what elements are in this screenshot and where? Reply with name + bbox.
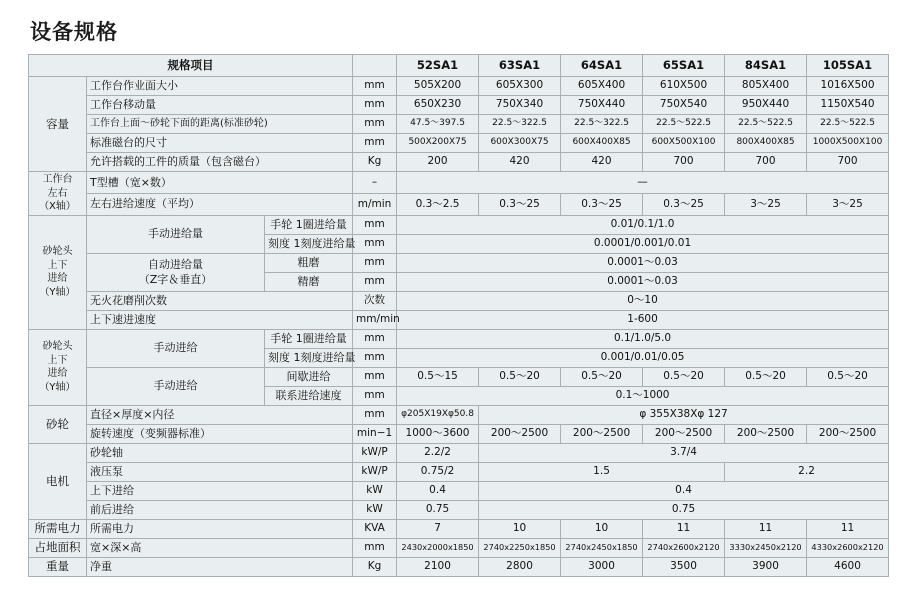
cell-value: 0.3～2.5 xyxy=(397,193,479,215)
group-line-1: 工作台 xyxy=(42,174,73,185)
cell-value: 22.5～522.5 xyxy=(725,115,807,134)
cell-value: 22.5～322.5 xyxy=(561,115,643,134)
cell-value: 3000 xyxy=(561,557,643,576)
table-header-row xyxy=(29,55,889,77)
cell-value: 0.5～20 xyxy=(643,367,725,386)
row-unit: kW/P xyxy=(353,443,397,462)
group-required-power: 所需电力 xyxy=(29,519,87,538)
row-label: 标准磁台的尺寸 xyxy=(87,134,353,153)
table-row xyxy=(29,215,889,234)
row-sublabel: 刻度 1刻度进给量 xyxy=(265,348,353,367)
cell-value-merged: 0.1/1.0/5.0 xyxy=(397,329,889,348)
row-unit: mm xyxy=(353,77,397,96)
cell-value: 950X440 xyxy=(725,96,807,115)
row-label: 直径×厚度×内径 xyxy=(87,405,353,424)
cell-value: 700 xyxy=(725,153,807,172)
cell-value: 500X200X75 xyxy=(397,134,479,153)
group-line-3: 进给 xyxy=(47,273,68,284)
row-unit: mm xyxy=(353,329,397,348)
row-unit: 次数 xyxy=(353,291,397,310)
row-sublabel: 间歇进给 xyxy=(265,367,353,386)
group-line-2: 上下 xyxy=(47,354,68,366)
row-unit: kW xyxy=(353,500,397,519)
group-line-4: （Y轴） xyxy=(39,381,76,393)
group-table-x-axis xyxy=(29,172,87,216)
header-model-64SA1: 64SA1 xyxy=(561,55,643,77)
row-label: 工作台作业面大小 xyxy=(87,77,353,96)
cell-value: 11 xyxy=(807,519,889,538)
cell-value: 11 xyxy=(725,519,807,538)
cell-value: 605X400 xyxy=(561,77,643,96)
header-model-65SA1: 65SA1 xyxy=(643,55,725,77)
row-label: 无火花磨削次数 xyxy=(87,291,353,310)
row-label: 上下速进速度 xyxy=(87,310,353,329)
cell-value: 420 xyxy=(479,153,561,172)
cell-value: 0.3～25 xyxy=(479,193,561,215)
row-label: 液压泵 xyxy=(87,462,353,481)
cell-value: 3330x2450x2120 xyxy=(725,538,807,557)
group-wheelhead-y-axis-2 xyxy=(29,329,87,405)
cell-value: 2740x2250x1850 xyxy=(479,538,561,557)
row-label: 净重 xyxy=(87,557,353,576)
table-row xyxy=(29,253,889,272)
cell-value: 1000～3600 xyxy=(397,424,479,443)
row-label-line-2: （Z字＆垂直） xyxy=(138,273,213,286)
cell-value: 10 xyxy=(561,519,643,538)
table-row xyxy=(29,519,889,538)
cell-value: 2.2/2 xyxy=(397,443,479,462)
cell-value-merged: 0.01/0.1/1.0 xyxy=(397,215,889,234)
header-model-52SA1: 52SA1 xyxy=(397,55,479,77)
cell-value: 1150X540 xyxy=(807,96,889,115)
row-unit: mm xyxy=(353,272,397,291)
row-sublabel: 手轮 1圈进给量 xyxy=(265,215,353,234)
cell-value: 2740x2600x2120 xyxy=(643,538,725,557)
cell-value: 750X440 xyxy=(561,96,643,115)
cell-value-merged: 0.1～1000 xyxy=(397,386,889,405)
cell-value: 610X500 xyxy=(643,77,725,96)
cell-value: 4600 xyxy=(807,557,889,576)
group-capacity: 容量 xyxy=(29,77,87,172)
table-row xyxy=(29,329,889,348)
group-grinding-wheel: 砂轮 xyxy=(29,405,87,443)
row-unit: kW xyxy=(353,481,397,500)
cell-value: 3500 xyxy=(643,557,725,576)
row-unit: mm xyxy=(353,234,397,253)
table-row xyxy=(29,153,889,172)
row-label: 宽×深×高 xyxy=(87,538,353,557)
row-label: T型槽（宽×数） xyxy=(87,172,353,194)
cell-value: 200～2500 xyxy=(479,424,561,443)
table-row xyxy=(29,538,889,557)
row-unit: kW/P xyxy=(353,462,397,481)
cell-value: 800X400X85 xyxy=(725,134,807,153)
row-sublabel: 手轮 1圈进给量 xyxy=(265,329,353,348)
cell-value-merged: φ 355X38Xφ 127 xyxy=(479,405,889,424)
cell-value: 600X500X100 xyxy=(643,134,725,153)
row-unit: m/min xyxy=(353,193,397,215)
row-unit: mm xyxy=(353,253,397,272)
group-motor: 电机 xyxy=(29,443,87,519)
row-unit: mm xyxy=(353,115,397,134)
table-row xyxy=(29,96,889,115)
group-wheelhead-y-axis-1 xyxy=(29,215,87,329)
row-unit: KVA xyxy=(353,519,397,538)
cell-value: 1000X500X100 xyxy=(807,134,889,153)
cell-value: 200～2500 xyxy=(725,424,807,443)
cell-value: φ205X19Xφ50.8 xyxy=(397,405,479,424)
row-sublabel: 联系进给速度 xyxy=(265,386,353,405)
cell-value-merged: 0～10 xyxy=(397,291,889,310)
table-row xyxy=(29,172,889,194)
header-model-84SA1: 84SA1 xyxy=(725,55,807,77)
table-row xyxy=(29,77,889,96)
cell-value: 2430x2000x1850 xyxy=(397,538,479,557)
cell-value: 750X540 xyxy=(643,96,725,115)
cell-value: 22.5～522.5 xyxy=(643,115,725,134)
cell-value: 0.5～20 xyxy=(725,367,807,386)
row-label xyxy=(87,253,265,291)
table-row xyxy=(29,462,889,481)
group-line-1: 砂轮头 xyxy=(42,341,73,352)
header-model-63SA1: 63SA1 xyxy=(479,55,561,77)
cell-value: 0.5～20 xyxy=(479,367,561,386)
table-row xyxy=(29,500,889,519)
group-weight: 重量 xyxy=(29,557,87,576)
row-label: 左右进给速度（平均） xyxy=(87,193,353,215)
table-row xyxy=(29,115,889,134)
row-label: 旋转速度（变频器标准） xyxy=(87,424,353,443)
cell-value: 0.75 xyxy=(397,500,479,519)
cell-value-merged: — xyxy=(397,172,889,194)
cell-value-merged: 0.0001～0.03 xyxy=(397,253,889,272)
cell-value: 700 xyxy=(807,153,889,172)
table-row xyxy=(29,291,889,310)
cell-value: 3～25 xyxy=(807,193,889,215)
cell-value: 505X200 xyxy=(397,77,479,96)
cell-value: 420 xyxy=(561,153,643,172)
row-label: 手动进给量 xyxy=(87,215,265,253)
cell-value-merged: 0.75 xyxy=(479,500,889,519)
cell-value-merged: 0.4 xyxy=(479,481,889,500)
row-label: 前后进给 xyxy=(87,500,353,519)
group-line-4: （Y轴） xyxy=(39,286,76,298)
row-label: 工作台移动量 xyxy=(87,96,353,115)
row-label: 手动进给 xyxy=(87,329,265,367)
cell-value: 605X300 xyxy=(479,77,561,96)
cell-value: 200～2500 xyxy=(807,424,889,443)
cell-value: 22.5～522.5 xyxy=(807,115,889,134)
cell-value: 4330x2600x2120 xyxy=(807,538,889,557)
row-unit: mm xyxy=(353,215,397,234)
row-unit: Kg xyxy=(353,557,397,576)
cell-value-merged: 1.5 xyxy=(479,462,725,481)
row-sublabel: 精磨 xyxy=(265,272,353,291)
header-spec-item: 规格项目 xyxy=(29,55,353,77)
row-label: 砂轮轴 xyxy=(87,443,353,462)
row-label-line-1: 自动进给量 xyxy=(148,257,203,271)
row-label: 上下进给 xyxy=(87,481,353,500)
table-row xyxy=(29,557,889,576)
cell-value-merged: 1-600 xyxy=(397,310,889,329)
cell-value: 0.3～25 xyxy=(561,193,643,215)
cell-value: 47.5～397.5 xyxy=(397,115,479,134)
header-unit xyxy=(353,55,397,77)
cell-value: 600X400X85 xyxy=(561,134,643,153)
row-unit: mm xyxy=(353,538,397,557)
cell-value-merged: 0.0001～0.03 xyxy=(397,272,889,291)
table-row xyxy=(29,405,889,424)
cell-value: 200～2500 xyxy=(561,424,643,443)
row-label: 所需电力 xyxy=(87,519,353,538)
cell-value: 10 xyxy=(479,519,561,538)
group-line-3: （X轴） xyxy=(39,201,76,212)
row-unit: mm xyxy=(353,96,397,115)
header-model-105SA1: 105SA1 xyxy=(807,55,889,77)
cell-value: 3900 xyxy=(725,557,807,576)
row-label: 工作台上面～砂轮下面的距离(标准砂轮) xyxy=(87,115,353,134)
cell-value: 750X340 xyxy=(479,96,561,115)
cell-value: 650X230 xyxy=(397,96,479,115)
table-row xyxy=(29,424,889,443)
page-title: 设备规格 xyxy=(30,20,118,44)
specifications-table xyxy=(28,54,889,577)
table-row xyxy=(29,193,889,215)
cell-value: 22.5～322.5 xyxy=(479,115,561,134)
cell-value-merged: 2.2 xyxy=(725,462,889,481)
row-label: 允许搭载的工件的质量（包含磁台） xyxy=(87,153,353,172)
cell-value-merged: 0.0001/0.001/0.01 xyxy=(397,234,889,253)
row-unit: Kg xyxy=(353,153,397,172)
cell-value: 2800 xyxy=(479,557,561,576)
cell-value: 700 xyxy=(643,153,725,172)
row-sublabel: 刻度 1刻度进给量 xyxy=(265,234,353,253)
row-unit: min−1 xyxy=(353,424,397,443)
cell-value: 2740x2450x1850 xyxy=(561,538,643,557)
row-label: 手动进给 xyxy=(87,367,265,405)
cell-value: 805X400 xyxy=(725,77,807,96)
group-line-1: 砂轮头 xyxy=(42,246,73,257)
row-unit: mm xyxy=(353,386,397,405)
row-unit: mm/min xyxy=(353,310,397,329)
row-unit: mm xyxy=(353,348,397,367)
group-line-2: 上下 xyxy=(47,259,68,271)
table-row xyxy=(29,310,889,329)
group-line-3: 进给 xyxy=(47,368,68,379)
table-row xyxy=(29,443,889,462)
row-unit: mm xyxy=(353,367,397,386)
cell-value: 600X300X75 xyxy=(479,134,561,153)
row-unit: mm xyxy=(353,405,397,424)
cell-value: 2100 xyxy=(397,557,479,576)
cell-value-merged: 0.001/0.01/0.05 xyxy=(397,348,889,367)
cell-value: 200 xyxy=(397,153,479,172)
cell-value: 11 xyxy=(643,519,725,538)
row-sublabel: 粗磨 xyxy=(265,253,353,272)
cell-value: 0.5～15 xyxy=(397,367,479,386)
cell-value: 0.3～25 xyxy=(643,193,725,215)
cell-value: 1016X500 xyxy=(807,77,889,96)
table-row xyxy=(29,481,889,500)
table-row xyxy=(29,367,889,386)
row-unit: – xyxy=(353,172,397,194)
cell-value: 200～2500 xyxy=(643,424,725,443)
group-footprint: 占地面积 xyxy=(29,538,87,557)
cell-value: 0.4 xyxy=(397,481,479,500)
cell-value: 0.75/2 xyxy=(397,462,479,481)
cell-value: 7 xyxy=(397,519,479,538)
group-line-2: 左右 xyxy=(47,187,68,199)
cell-value: 0.5～20 xyxy=(561,367,643,386)
cell-value-merged: 3.7/4 xyxy=(479,443,889,462)
table-row xyxy=(29,134,889,153)
row-unit: mm xyxy=(353,134,397,153)
cell-value: 0.5～20 xyxy=(807,367,889,386)
cell-value: 3～25 xyxy=(725,193,807,215)
